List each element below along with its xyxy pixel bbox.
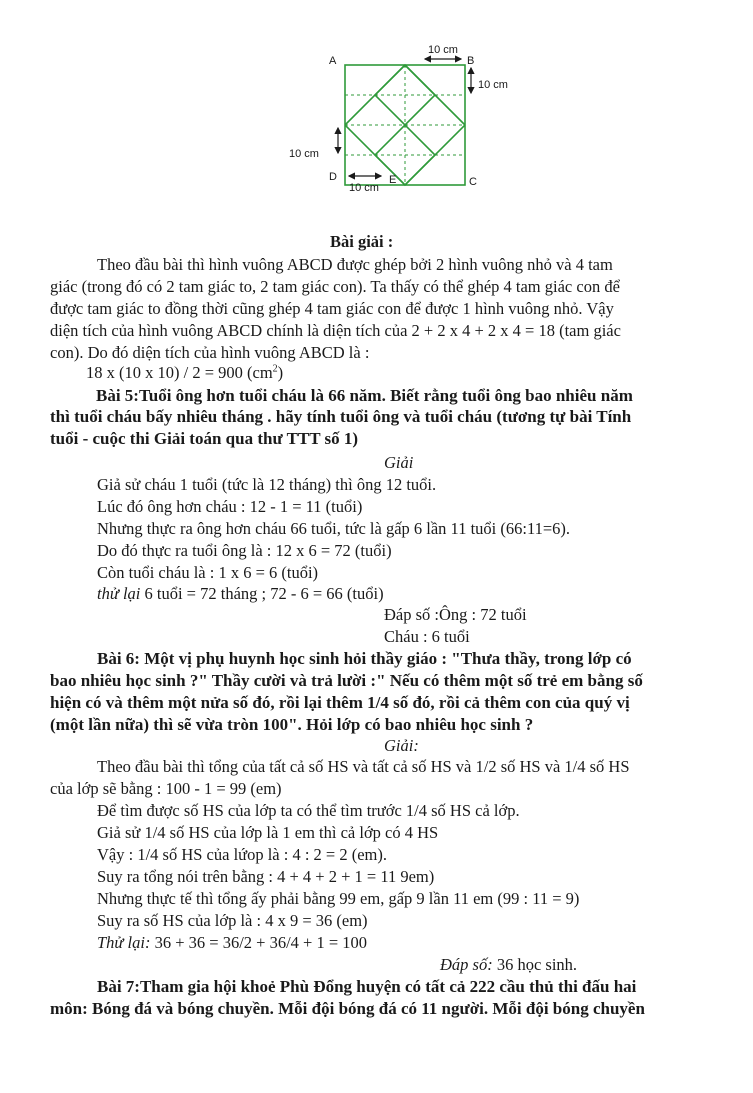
- bai5-check: thử lại 6 tuổi = 72 tháng ; 72 - 6 = 66 (tuổi): [97, 584, 384, 603]
- solution-line: được tam giác to đồng thời cũng ghép 4 tam giác con để được 1 hình vuông nhỏ. Vậy: [50, 299, 614, 318]
- bai6-title: hiện có và thêm một nửa số đó, rồi lại thêm 1/4 số đó, rồi cả thêm con của quý vị: [50, 693, 630, 712]
- label-b: B: [467, 55, 475, 67]
- bai6-line: của lớp sẽ bằng : 100 - 1 = 99 (em): [50, 779, 282, 798]
- label-c: C: [469, 176, 477, 188]
- right-dim-label: 10 cm: [478, 79, 508, 91]
- square-abcd-figure: [285, 40, 515, 200]
- bai6-line: Nhưng thực tế thì tổng ấy phải bằng 99 em, gấp 9 lần 11 em (99 : 11 = 9): [97, 889, 580, 908]
- bai6-line: Suy ra tổng nói trên bằng : 4 + 4 + 2 + 1 = 11 9em): [97, 867, 435, 886]
- bai6-title: (một lần nữa) thì sẽ vừa tròn 100". Hỏi lớp có bao nhiêu học sinh ?: [50, 715, 534, 734]
- bai5-giai: Giải: [384, 453, 414, 472]
- bai6-line: Để tìm được số HS của lớp ta có thể tìm trước 1/4 số HS cả lớp.: [97, 801, 520, 820]
- bai5-answer: Cháu : 6 tuổi: [384, 627, 470, 646]
- left-dim-label: 10 cm: [289, 148, 319, 160]
- label-d: D: [329, 171, 337, 183]
- solution-line: giác (trong đó có 2 tam giác to, 2 tam giác con). Ta thấy có thể ghép 4 tam giác con để: [50, 277, 620, 296]
- solution-line: con). Do đó diện tích của hình vuông ABCD là :: [50, 343, 370, 362]
- bai5-line: Giả sử cháu 1 tuổi (tức là 12 tháng) thì ông 12 tuổi.: [97, 475, 437, 494]
- bai5-title: Bài 5:Tuổi ông hơn tuổi cháu là 66 năm. Biết rằng tuổi ông bao nhiêu năm: [96, 386, 633, 405]
- bai6-line: Vậy : 1/4 số HS của lứop là : 4 : 2 = 2 (em).: [97, 845, 387, 864]
- bai6-line: Theo đầu bài thì tổng của tất cả số HS và tất cả số HS và 1/2 số HS và 1/4 số HS: [97, 757, 630, 776]
- label-a: A: [329, 55, 337, 67]
- bai5-title: thì tuổi cháu bấy nhiêu tháng . hãy tính tuổi ông và tuổi cháu (tương tự bài Tính: [50, 407, 632, 426]
- solution-line: Theo đầu bài thì hình vuông ABCD được ghép bởi 2 hình vuông nhỏ và 4 tam: [97, 255, 613, 274]
- bai6-line: Giả sử 1/4 số HS của lớp là 1 em thì cả lớp có 4 HS: [97, 823, 439, 842]
- solution-line: diện tích của hình vuông ABCD chính là diện tích của 2 + 2 x 4 + 2 x 4 = 18 (tam giác: [50, 321, 621, 340]
- bai5-line: Còn tuổi cháu là : 1 x 6 = 6 (tuổi): [97, 563, 319, 582]
- bai6-line: Suy ra số HS của lớp là : 4 x 9 = 36 (em): [97, 911, 368, 930]
- bai5-line: Nhưng thực ra ông hơn cháu 66 tuổi, tức là gấp 6 lần 11 tuổi (66:11=6).: [97, 519, 571, 538]
- bai7-title: Bài 7:Tham gia hội khoẻ Phù Đổng huyện có tất cả 222 cầu thủ thi đấu hai: [97, 977, 637, 996]
- solution-heading: Bài giải :: [330, 232, 394, 251]
- area-formula: 18 x (10 x 10) / 2 = 900 $(cm^2)$: [86, 363, 284, 382]
- bai5-answer: Đáp số :Ông : 72 tuổi: [384, 605, 527, 624]
- label-e: E: [389, 174, 397, 186]
- bai6-giai: Giải:: [384, 736, 419, 755]
- bai7-title: môn: Bóng đá và bóng chuyền. Mỗi đội bóng đá có 11 người. Mỗi đội bóng chuyền: [50, 999, 645, 1018]
- bai5-title: tuổi - cuộc thi Giải toán qua thư TTT số 1): [50, 429, 359, 448]
- bottom-dim-label: 10 cm: [349, 182, 379, 194]
- bai5-line: Do đó thực ra tuổi ông là : 12 x 6 = 72 (tuổi): [97, 541, 392, 560]
- bai6-answer: Đáp số: 36 học sinh.: [440, 955, 578, 974]
- bai6-title: Bài 6: Một vị phụ huynh học sinh hỏi thầy giáo : "Thưa thầy, trong lớp có: [97, 649, 632, 668]
- bai6-title: bao nhiêu học sinh ?" Thầy cười và trả lười :" Nếu có thêm một số trẻ em bằng số: [50, 671, 643, 690]
- bai5-line: Lúc đó ông hơn cháu : 12 - 1 = 11 (tuổi): [97, 497, 363, 516]
- top-dim-label: 10 cm: [428, 44, 458, 56]
- bai6-check: Thử lại: 36 + 36 = 36/2 + 36/4 + 1 = 100: [97, 933, 368, 952]
